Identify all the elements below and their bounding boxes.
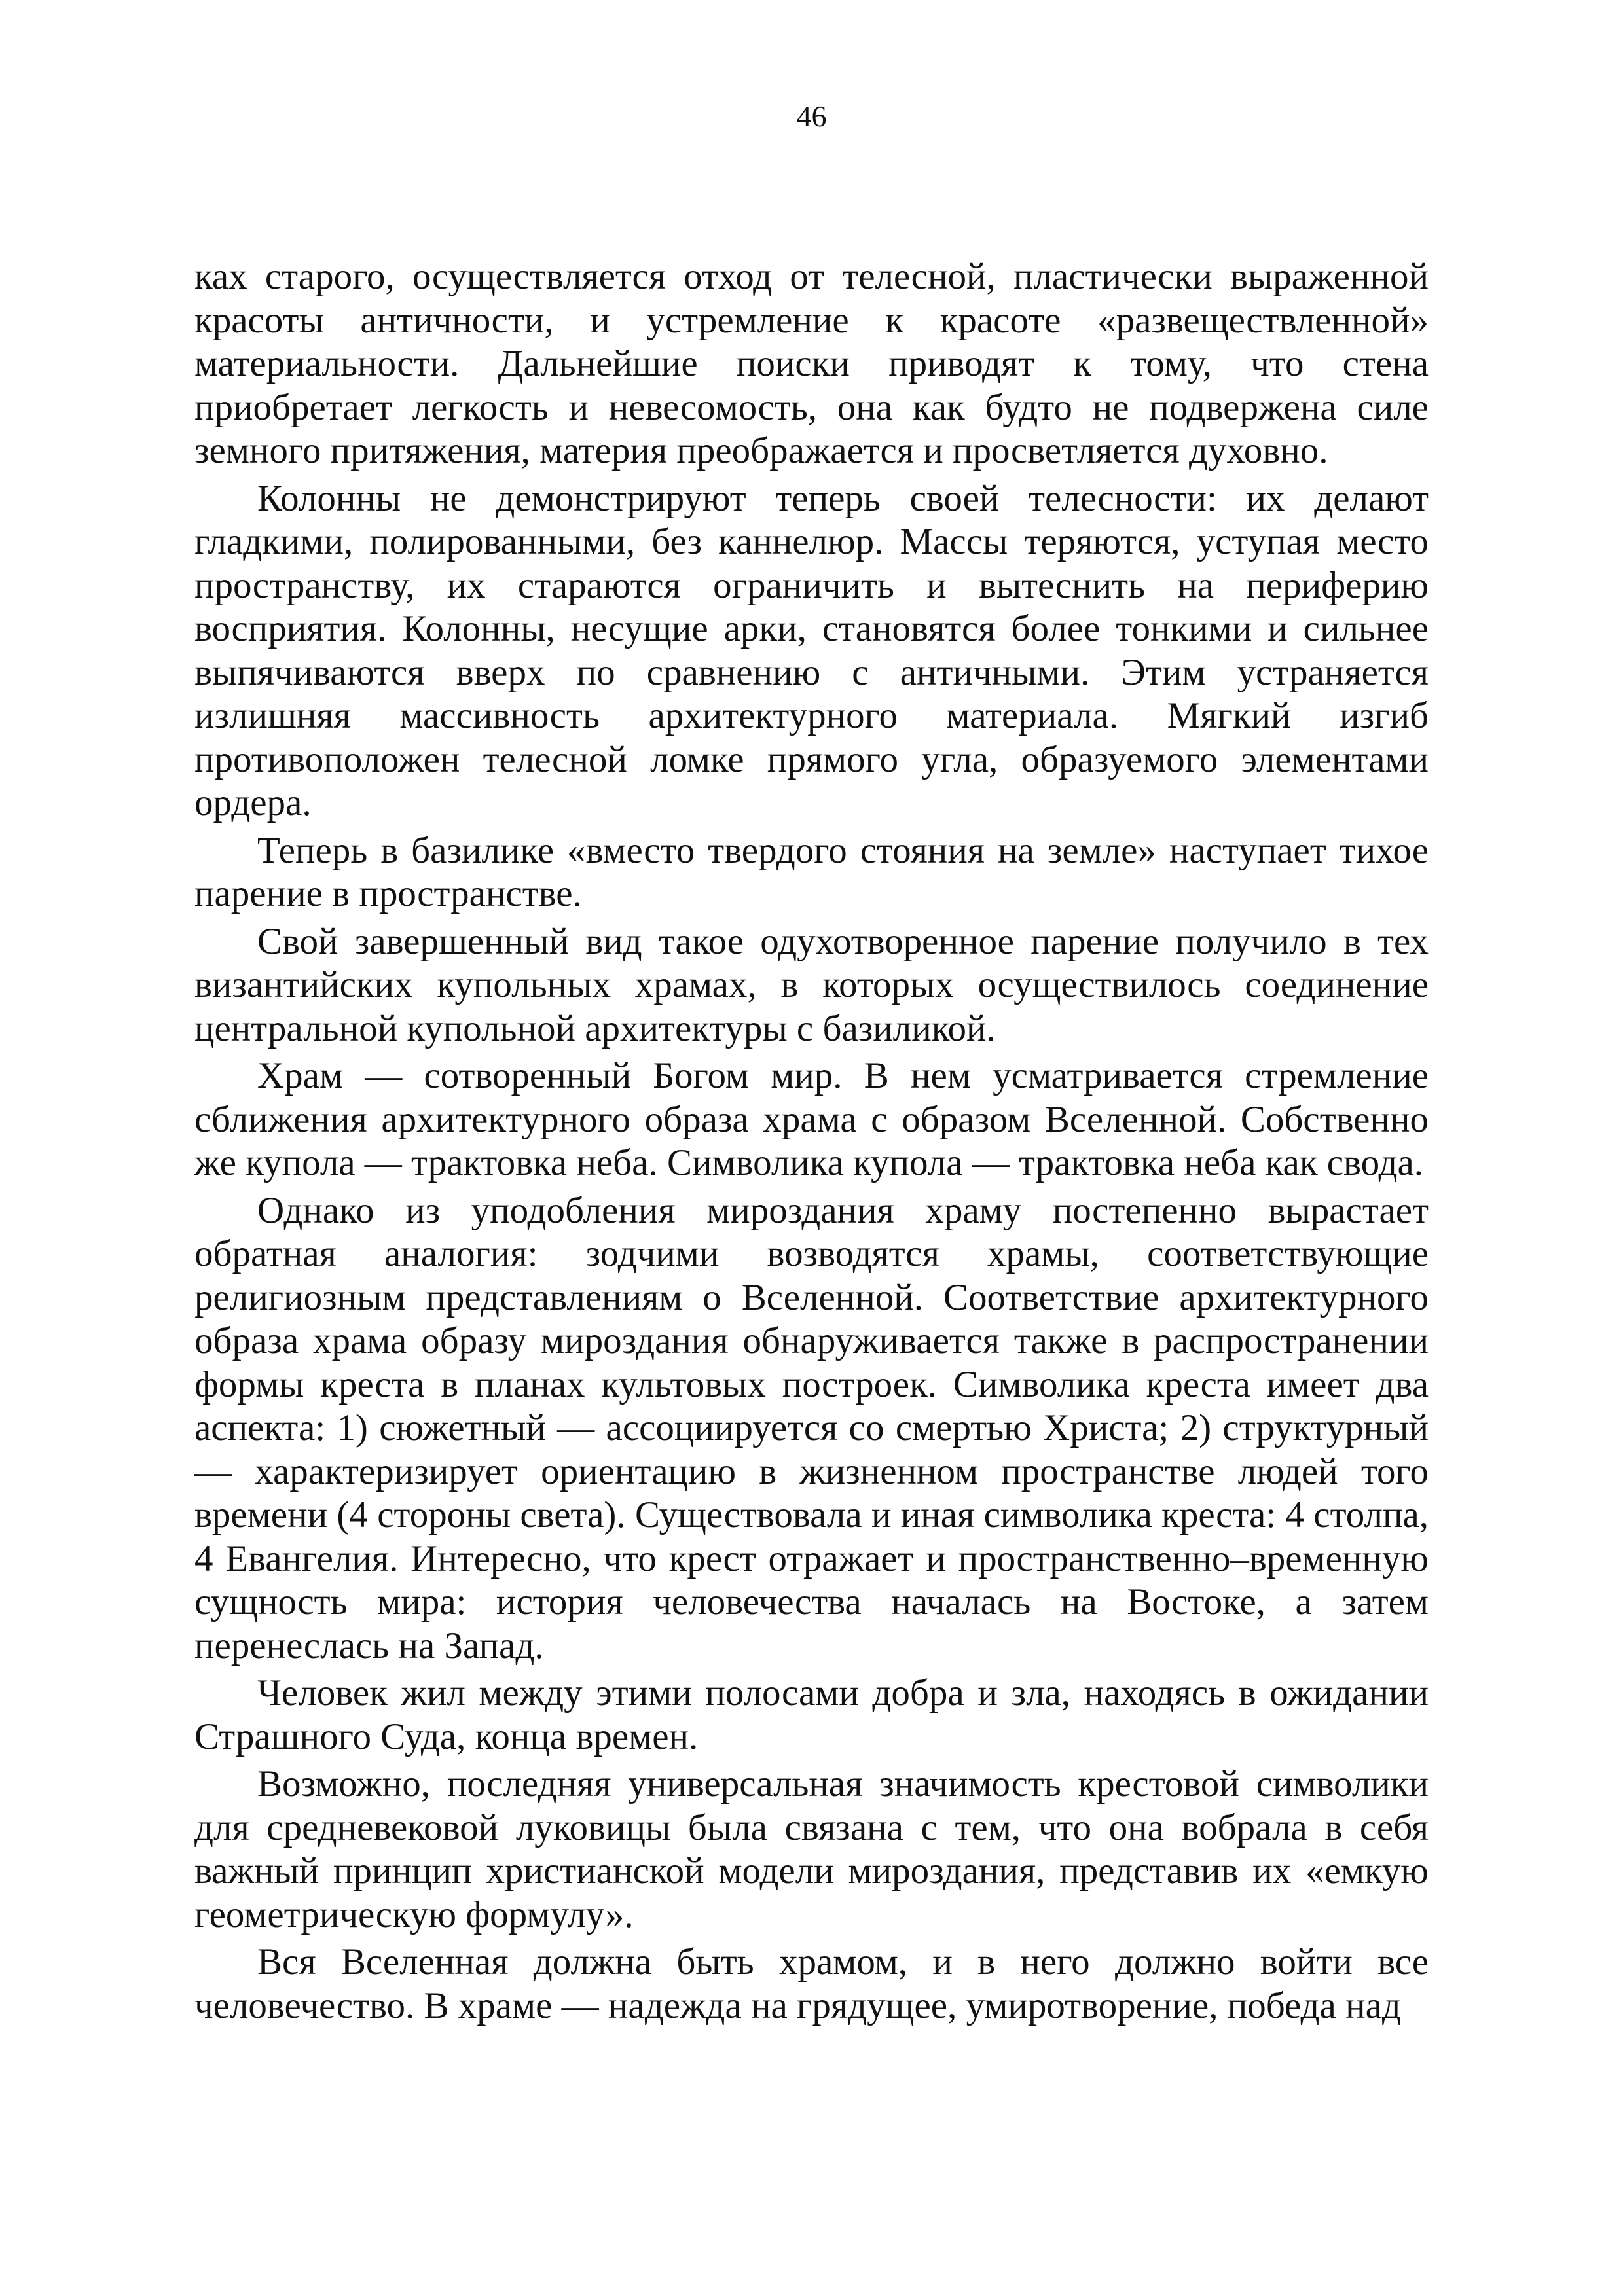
body-text	[194, 255, 1429, 2028]
paragraph-5: Храм — сотворенный Богом мир. В нем усматривается стремление сближения архитектурного образа храма с образом Вселенной. Собственно же купола — трактовка неба. Символика купола — трактовка неба как свода.	[194, 1055, 1429, 1183]
paragraph-3: Теперь в базилике «вместо твердого стояния на земле» наступает тихое парение в пространстве.	[194, 829, 1429, 914]
paragraph-1: ках старого, осуществляется отход от телесной, пластически выраженной красоты античности, и устремление к красоте «развеществленной» материальности. Дальнейшие поиски приводят к тому, что стена приобретает легкость и невесомость, она как будто не подвержена силе земного притяжения, материя преображается и просветляется духовно.	[194, 256, 1429, 471]
paragraph-6: Однако из уподобления мироздания храму постепенно вырастает обратная аналогия: зодчими возводятся храмы, соответствующие религиозным представлениям о Вселенной. Соответствие архитектурного образа храма образу мироздания обнаруживается также в распространении формы креста в планах культовых построек. Символика креста имеет два аспекта: 1) сюжетный — ассоциируется со смертью Христа; 2) структурный — характеризирует ориентацию в жизненном пространстве людей того времени (4 стороны света). Существовала и иная символика креста: 4 столпа, 4 Евангелия. Интересно, что крест отражает и пространственно–временную сущность мира: история человечества началась на Востоке, а затем перенеслась на Запад.	[194, 1189, 1429, 1666]
paragraph-4: Свой завершенный вид такое одухотворенное парение получило в тех византийских купольных храмах, в которых осуществилось соединение центральной купольной архитектуры с базиликой.	[194, 920, 1429, 1049]
paragraph-2: Колонны не демонстрируют теперь своей телесности: их делают гладкими, полированными, без каннелюр. Массы теряются, уступая место пространству, их стараются ограничить и вытеснить на периферию восприятия. Колонны, несущие арки, становятся более тонкими и сильнее выпячиваются вверх по сравнению с античными. Этим устраняется излишняя массивность архитектурного материала. Мягкий изгиб противоположен телесной ломке прямого угла, образуемого элементами ордера.	[194, 477, 1429, 823]
paragraph-8: Возможно, последняя универсальная значимость крестовой символики для средневековой луковицы была связана с тем, что она вобрала в себя важный принцип христианской модели мироздания, представив их «емкую геометрическую формулу».	[194, 1763, 1429, 1935]
paragraph-9: Вся Вселенная должна быть храмом, и в него должно войти все человечество. В храме — надежда на грядущее, умиротворение, победа над	[194, 1941, 1429, 2026]
paragraph-7: Человек жил между этими полосами добра и зла, находясь в ожидании Страшного Суда, конца времен.	[194, 1672, 1429, 1757]
page-number: 46	[796, 99, 827, 133]
